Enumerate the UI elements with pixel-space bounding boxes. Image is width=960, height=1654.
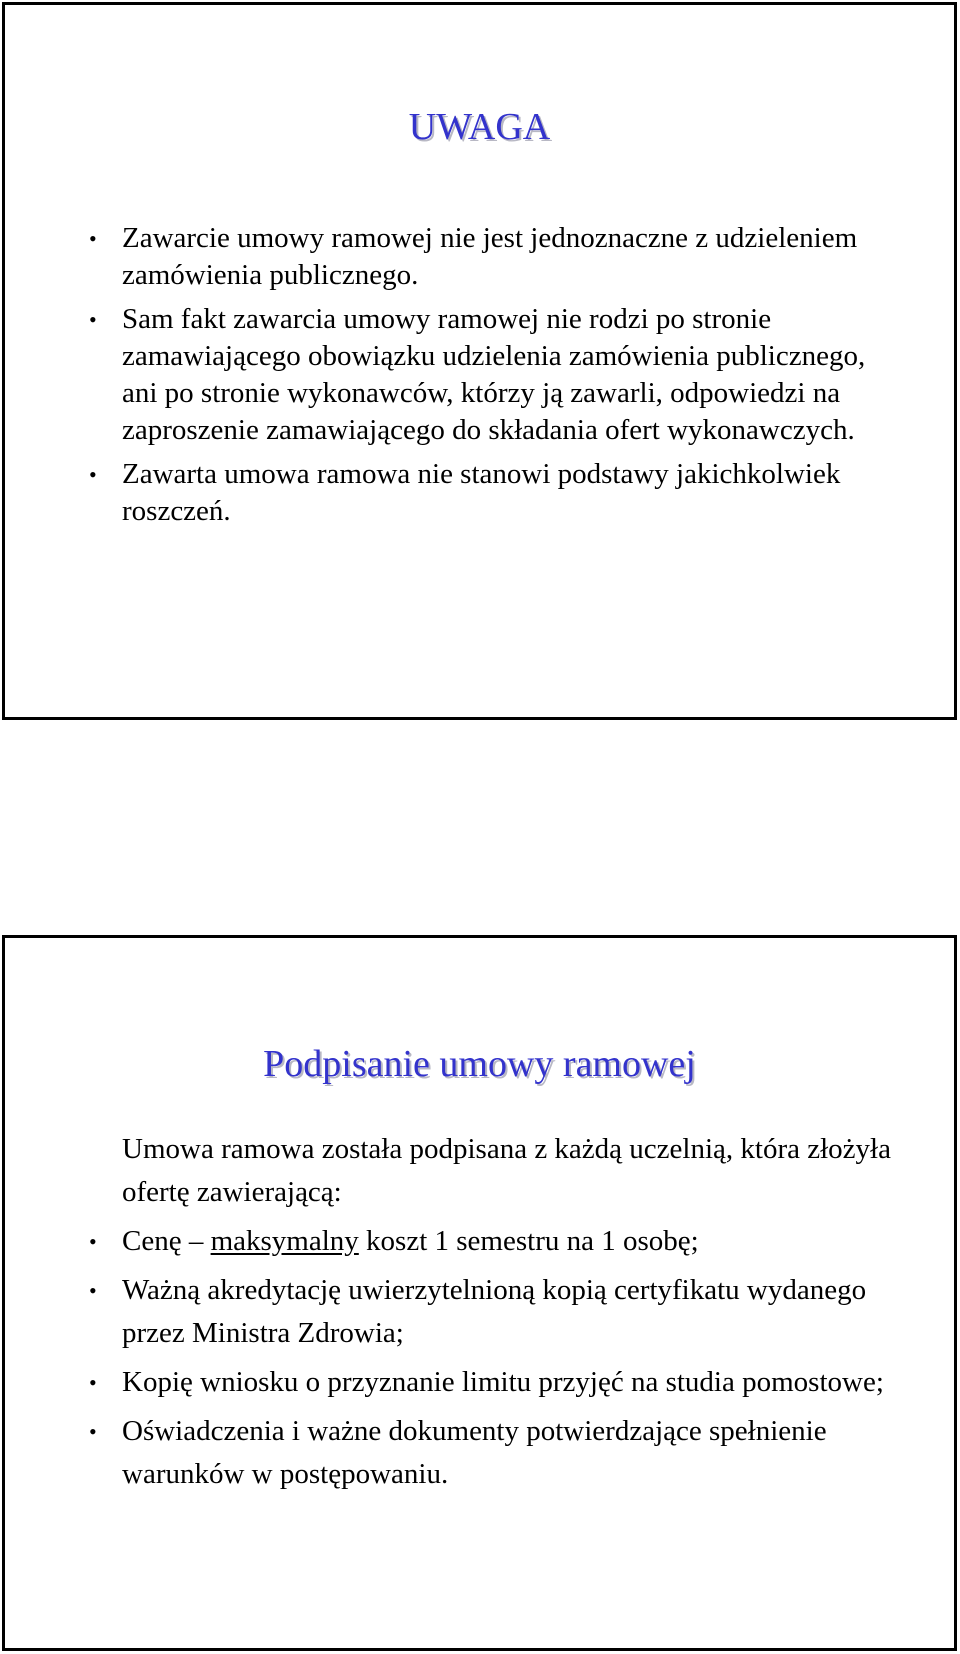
list-item <box>89 220 894 294</box>
list-item <box>89 1361 894 1404</box>
list-item <box>89 301 894 449</box>
list-item <box>89 456 894 530</box>
bullet-icon: • <box>89 226 97 251</box>
bullet-icon: • <box>89 1229 97 1254</box>
bullet-icon: • <box>89 1370 97 1395</box>
list-item <box>89 1410 894 1496</box>
slide-title: UWAGA <box>408 106 551 148</box>
bullet-list <box>89 220 894 530</box>
bullet-icon: • <box>89 462 97 487</box>
underlined-word: maksymalny <box>210 1225 359 1257</box>
list-item-text: Zawarta umowa ramowa nie stanowi podstawy jakichkolwiek roszczeń. <box>122 458 841 527</box>
bullet-icon: • <box>89 1419 97 1444</box>
slide-uwaga <box>2 2 957 720</box>
bullet-icon: • <box>89 1278 97 1303</box>
list-item-text-before: Cenę – <box>122 1225 211 1257</box>
slide-podpisanie <box>2 935 957 1651</box>
list-item-text: Oświadczenia i ważne dokumenty potwierdzające spełnienie warunków w postępowaniu. <box>122 1415 827 1490</box>
bullet-list <box>89 1220 894 1496</box>
list-item <box>89 1220 894 1263</box>
slide-body <box>89 1128 894 1502</box>
slide-title: Podpisanie umowy ramowej <box>263 1043 696 1085</box>
list-item-text: Zawarcie umowy ramowej nie jest jednoznaczne z udzieleniem zamówienia publicznego. <box>122 222 858 291</box>
bullet-icon: • <box>89 307 97 332</box>
list-item <box>89 1269 894 1355</box>
list-item-text: Kopię wniosku o przyznanie limitu przyjęć na studia pomostowe; <box>122 1366 884 1398</box>
list-item-text: Ważną akredytację uwierzytelnioną kopią certyfikatu wydanego przez Ministra Zdrowia; <box>122 1274 867 1349</box>
slide-body <box>89 220 894 537</box>
list-item-text-after: koszt 1 semestru na 1 osobę; <box>358 1225 699 1257</box>
intro-text: Umowa ramowa została podpisana z każdą uczelnią, która złożyła ofertę zawierającą: <box>122 1133 891 1208</box>
list-item-text: Sam fakt zawarcia umowy ramowej nie rodzi po stronie zamawiającego obowiązku udzielenia zamówienia publicznego, ani po stronie wykonawców, którzy ją zawarli, odpowiedzi na zaproszenie zamawiającego do składania ofert wykonawczych. <box>122 303 866 446</box>
